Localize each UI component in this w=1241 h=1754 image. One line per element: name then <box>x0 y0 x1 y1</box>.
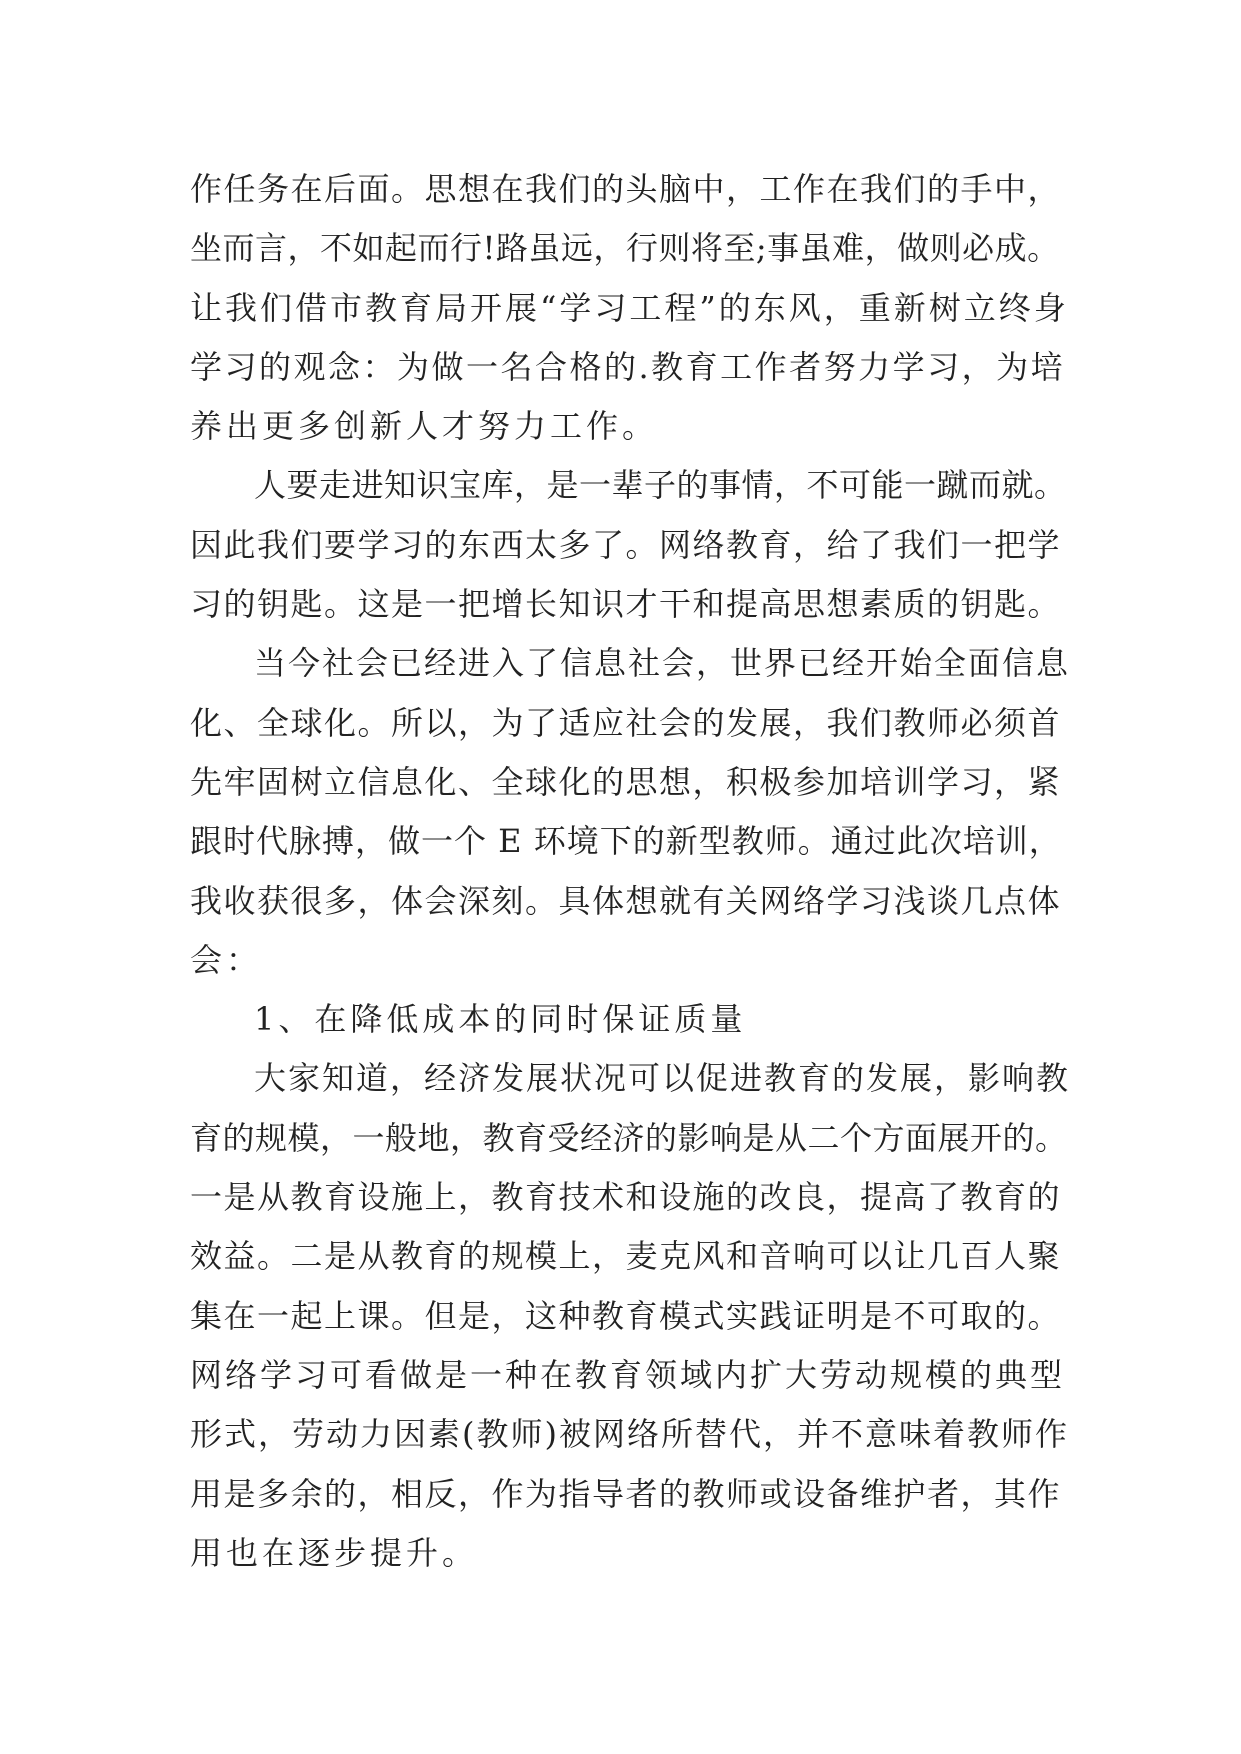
text-line: 学习的观念：为做一名合格的.教育工作者努力学习，为培 <box>190 347 1066 386</box>
text-line: 因此我们要学习的东西太多了。网络教育，给了我们一把学 <box>190 525 1062 564</box>
text-line: 效益。二是从教育的规模上，麦克风和音响可以让几百人聚 <box>190 1237 1062 1276</box>
text-line: 育的规模，一般地，教育受经济的影响是从二个方面展开的。 <box>190 1118 1068 1157</box>
text-line: 养出更多创新人才努力工作。 <box>190 407 659 446</box>
text-line: 一是从教育设施上，教育技术和设施的改良，提高了教育的 <box>190 1178 1062 1217</box>
text-line: 用也在逐步提升。 <box>190 1533 479 1572</box>
text-line: 我收获很多，体会深刻。具体想就有关网络学习浅谈几点体 <box>190 881 1062 920</box>
text-line: 会： <box>190 940 263 979</box>
text-line: 集在一起上课。但是，这种教育模式实践证明是不可取的。 <box>190 1296 1062 1335</box>
text-line: 网络学习可看做是一种在教育领域内扩大劳动规模的典型 <box>190 1355 1066 1394</box>
text-line: 跟时代脉搏，做一个 E 环境下的新型教师。通过此次培训， <box>190 822 1062 861</box>
text-line: 化、全球化。所以，为了适应社会的发展，我们教师必须首 <box>190 703 1062 742</box>
paragraph-start-line: 大家知道，经济发展状况可以促进教育的发展，影响教 <box>254 1059 1071 1098</box>
text-line: 作任务在后面。思想在我们的头脑中，工作在我们的手中， <box>190 170 1062 208</box>
text-line: 用是多余的，相反，作为指导者的教师或设备维护者，其作 <box>190 1474 1062 1513</box>
text-line: 先牢固树立信息化、全球化的思想，积极参加培训学习，紧 <box>190 762 1062 801</box>
paragraph-start-line: 当今社会已经进入了信息社会，世界已经开始全面信息 <box>254 644 1071 683</box>
paragraph-start-line: 人要走进知识宝库，是一辈子的事情，不可能一蹴而就。 <box>254 466 1067 505</box>
text-line: 坐而言，不如起而行!路虽远，行则将至;事虽难，做则必成。 <box>190 229 1060 268</box>
text-line: 让我们借市教育局开展“学习工程”的东风，重新树立终身 <box>190 288 1069 327</box>
text-line: 形式，劳动力因素(教师)被网络所替代，并不意味着教师作 <box>190 1415 1069 1454</box>
body-text <box>190 160 1070 1583</box>
section-heading: 1、在降低成本的同时保证质量 <box>254 1000 747 1039</box>
text-line: 习的钥匙。这是一把增长知识才干和提高思想素质的钥匙。 <box>190 585 1062 624</box>
